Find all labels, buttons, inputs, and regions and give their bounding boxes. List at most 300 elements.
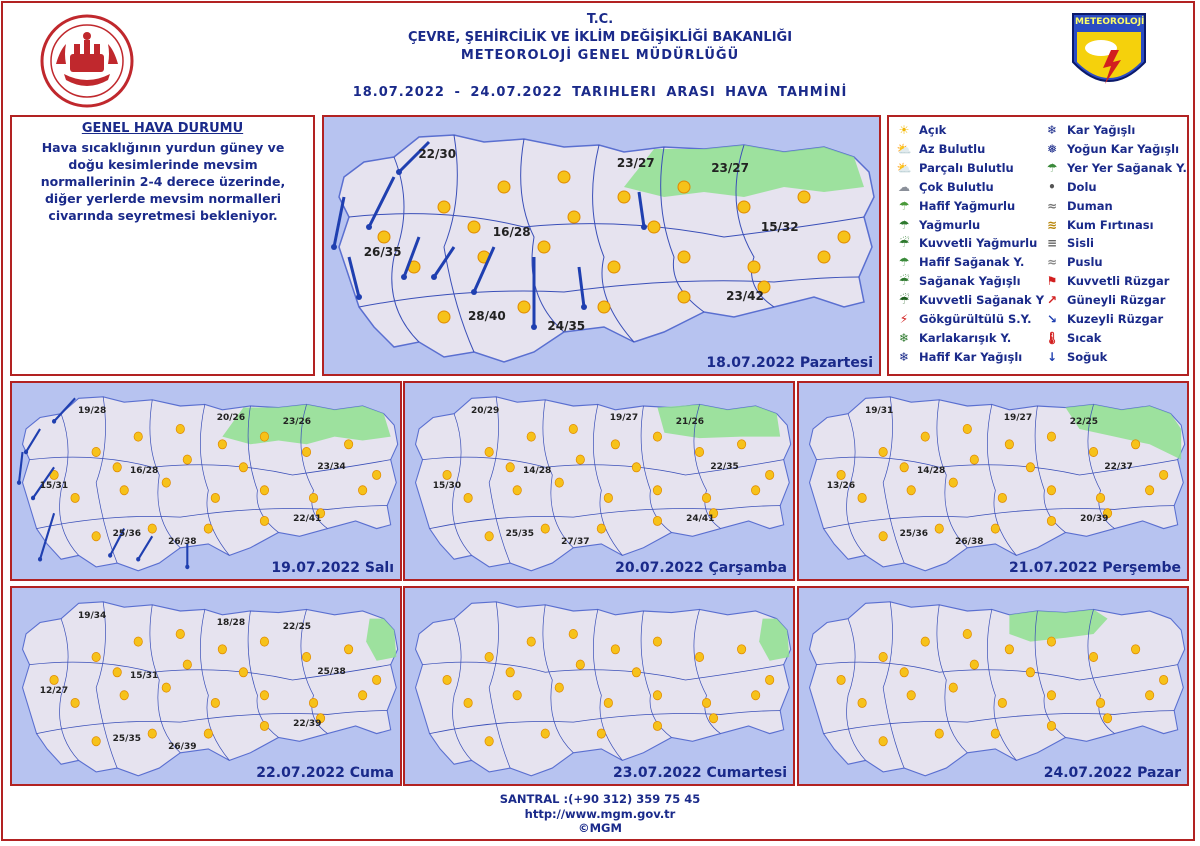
map-date-label: 24.07.2022 Pazar (1043, 765, 1181, 781)
sun-icon (1047, 516, 1055, 525)
cloudy-icon: ☁ (898, 179, 910, 194)
legend-label: Kuvvetli Yağmurlu (919, 236, 1038, 251)
sun-icon (751, 486, 759, 495)
sun-icon (204, 729, 212, 738)
sun-icon (120, 691, 128, 700)
sun-icon (1131, 440, 1139, 449)
turkey-map (324, 117, 881, 376)
temperature-label: 20/29 (470, 405, 500, 416)
sleet-icon: ❄ (898, 330, 910, 345)
sun-icon (1131, 645, 1139, 654)
sun-icon (358, 691, 366, 700)
sun-icon (541, 729, 549, 738)
sun-icon (1096, 698, 1104, 707)
sun-icon (653, 516, 661, 525)
sun-icon (818, 251, 830, 263)
few-clouds-icon: ⛅ (896, 141, 912, 156)
map-day3 (403, 381, 795, 581)
sun-icon (748, 261, 760, 273)
legend-item (1043, 293, 1165, 307)
sun-icon (604, 493, 612, 502)
temperature-label: 25/35 (505, 529, 534, 540)
sun-icon (970, 660, 978, 669)
sun-icon (1145, 486, 1153, 495)
sun-icon (518, 301, 530, 313)
map-day1 (322, 115, 881, 376)
map-day4 (797, 381, 1189, 581)
temperature-label: 28/40 (467, 309, 506, 323)
heavy-shower-icon: ☔ (898, 293, 910, 308)
snow-icon: ❄ (1046, 123, 1058, 137)
light-rain-icon: ☂ (898, 198, 910, 213)
smoke-icon: ≈ (1046, 198, 1058, 213)
legend-label: Sıcak (1067, 330, 1102, 345)
temperature-label: 25/35 (112, 734, 141, 745)
sun-icon (344, 440, 352, 449)
turkey-map (405, 383, 795, 581)
legend-item (1043, 199, 1113, 213)
sun-icon (92, 532, 100, 541)
shower-icon: ☔ (898, 274, 910, 289)
sun-icon (907, 486, 915, 495)
sun-icon (935, 729, 943, 738)
legend-label: Duman (1067, 198, 1113, 213)
sun-icon (1145, 691, 1153, 700)
legend-item (1043, 331, 1101, 345)
sun-icon (113, 668, 121, 677)
legend-item (1043, 218, 1154, 232)
temperature-label: 23/34 (317, 461, 346, 472)
temperature-label: 21/26 (675, 416, 705, 427)
temperature-label: 15/31 (129, 670, 159, 681)
legend-label: Hafif Sağanak Y. (919, 255, 1025, 270)
sun-icon (1026, 463, 1034, 472)
sun-icon (506, 463, 514, 472)
map-date-label: 23.07.2022 Cumartesi (613, 765, 787, 781)
sun-icon: ☀ (898, 123, 910, 137)
sun-icon (576, 660, 584, 669)
legend-label: Hafif Yağmurlu (919, 198, 1016, 213)
temperature-label: 26/38 (168, 536, 197, 547)
sun-icon (970, 455, 978, 464)
sun-icon (211, 698, 219, 707)
turkey-map (799, 383, 1189, 581)
sun-icon (837, 470, 845, 479)
sun-icon (50, 675, 58, 684)
sun-icon (653, 637, 661, 646)
legend-label: Güneyli Rüzgar (1067, 293, 1166, 308)
sun-icon (162, 683, 170, 692)
sun-icon (71, 493, 79, 502)
sun-icon (838, 231, 850, 243)
sun-icon (963, 629, 971, 638)
sun-icon (737, 645, 745, 654)
temperature-label: 26/39 (168, 741, 197, 752)
legend-item (895, 218, 980, 232)
temperature-label: 23/26 (282, 416, 312, 427)
sun-icon (1159, 470, 1167, 479)
sun-icon (176, 629, 184, 638)
sun-icon (678, 251, 690, 263)
heavy-snow-icon: ❅ (1046, 141, 1058, 156)
sun-icon (260, 721, 268, 730)
sun-icon (653, 691, 661, 700)
temperature-label: 12/27 (39, 685, 69, 696)
temperature-label: 27/37 (561, 536, 590, 547)
sun-icon (1005, 440, 1013, 449)
legend-label: Az Bulutlu (919, 141, 986, 156)
legend-label: Yağmurlu (919, 217, 981, 232)
sun-icon (709, 714, 717, 723)
sun-icon (569, 629, 577, 638)
strong-wind-icon: ⚑ (1046, 274, 1058, 289)
sun-icon (176, 424, 184, 433)
sun-icon (1047, 691, 1055, 700)
sun-icon (302, 447, 310, 456)
land-outline (810, 602, 1185, 776)
sun-icon (576, 455, 584, 464)
sun-icon (183, 660, 191, 669)
sun-icon (653, 432, 661, 441)
temperature-label: 22/25 (282, 621, 312, 632)
sun-icon (949, 683, 957, 692)
sun-icon (1026, 668, 1034, 677)
sun-icon (1103, 714, 1111, 723)
temperature-label: 19/34 (77, 610, 107, 621)
land-outline (416, 602, 791, 776)
sun-icon (148, 524, 156, 533)
header-date-range: 18.07.2022 - 24.07.2022 TARIHLERI ARASI HAVA TAHMİNİ (352, 85, 848, 100)
sun-icon (148, 729, 156, 738)
legend-item (895, 312, 1031, 326)
hot-icon: 🌡 (1044, 330, 1060, 345)
sun-icon (702, 698, 710, 707)
sun-icon (162, 478, 170, 487)
sun-icon (569, 424, 577, 433)
sun-icon (239, 668, 247, 677)
sun-icon (513, 691, 521, 700)
turkey-map (12, 588, 402, 786)
sun-icon (921, 432, 929, 441)
map-date-label: 21.07.2022 Perşembe (1008, 560, 1181, 576)
sun-icon (597, 524, 605, 533)
temperature-label: 26/35 (363, 245, 402, 259)
legend-label: Soğuk (1067, 349, 1108, 364)
sun-icon (309, 493, 317, 502)
sun-icon (372, 470, 380, 479)
sun-icon (1089, 447, 1097, 456)
sun-icon (134, 432, 142, 441)
temperature-label: 20/26 (216, 413, 246, 424)
sun-icon (598, 301, 610, 313)
map-date-label: 22.07.2022 Cuma (256, 765, 394, 781)
map-day7 (797, 586, 1189, 786)
sun-icon (260, 691, 268, 700)
legend-label: Karlakarışık Y. (919, 330, 1012, 345)
legend-item (1043, 161, 1187, 175)
header-directorate: METEOROLOJİ GENEL MÜDÜRLÜĞÜ (460, 48, 740, 63)
sun-icon (998, 698, 1006, 707)
turkey-map (12, 383, 402, 581)
legend-label: Kuvvetli Rüzgar (1067, 274, 1170, 289)
summary-text: Hava sıcaklığının yurdun güney ve doğu kesimlerinde mevsim normallerinin 2-4 derece üzerinde, diğer yerlerde mevsim normalleri civarında seyretmesi bekleniyor. (40, 140, 286, 223)
legend-item (895, 142, 985, 156)
sun-icon (1159, 675, 1167, 684)
sun-icon (765, 470, 773, 479)
sun-icon (485, 652, 493, 661)
sun-icon (443, 675, 451, 684)
sun-icon (858, 493, 866, 502)
scattered-shower-icon: ☂ (1046, 160, 1058, 175)
map-date-label: 19.07.2022 Salı (271, 560, 394, 576)
cold-icon: ↓ (1046, 349, 1058, 364)
sun-icon (695, 652, 703, 661)
sun-icon (618, 191, 630, 203)
sun-icon (211, 493, 219, 502)
sun-icon (879, 447, 887, 456)
temperature-label: 22/41 (293, 514, 322, 525)
land-outline (23, 602, 398, 776)
sun-icon (611, 440, 619, 449)
temperature-label: 14/28 (916, 465, 946, 476)
sun-icon (765, 675, 773, 684)
temperature-label: 24/41 (686, 514, 715, 525)
footer-url[interactable]: http://www.mgm.gov.tr (524, 807, 676, 821)
legend-label: Hafif Kar Yağışlı (919, 349, 1023, 364)
sun-icon (907, 691, 915, 700)
sun-icon (879, 532, 887, 541)
legend-item (895, 161, 1014, 175)
sun-icon (604, 698, 612, 707)
sun-icon (568, 211, 580, 223)
sun-icon (921, 637, 929, 646)
sun-icon (555, 683, 563, 692)
sun-icon (344, 645, 352, 654)
temperature-label: 23/27 (711, 161, 749, 176)
temperature-label: 19/28 (77, 405, 107, 416)
legend-label: Yer Yer Sağanak Y. (1067, 160, 1187, 175)
sun-icon (1096, 493, 1104, 502)
thunderstorm-icon: ⚡ (899, 312, 909, 326)
sandstorm-icon: ≋ (1046, 217, 1058, 232)
sun-icon (1047, 721, 1055, 730)
sun-icon (695, 447, 703, 456)
legend-label: Sisli (1067, 236, 1094, 251)
sun-icon (527, 432, 535, 441)
legend-label: Kar Yağışlı (1067, 123, 1136, 137)
fog-icon: ≡ (1046, 236, 1058, 251)
sun-icon (963, 424, 971, 433)
sun-icon (837, 675, 845, 684)
map-day5 (10, 586, 402, 786)
temperature-label: 22/30 (418, 146, 457, 161)
sun-icon (309, 698, 317, 707)
sun-icon (260, 486, 268, 495)
sun-icon (485, 532, 493, 541)
sun-icon (538, 241, 550, 253)
sun-icon (608, 261, 620, 273)
temperature-label: 15/32 (760, 220, 799, 235)
turkey-map (405, 588, 795, 786)
legend-label: Parçalı Bulutlu (919, 160, 1014, 175)
temperature-label: 26/38 (955, 536, 984, 547)
temperature-label: 23/27 (616, 156, 655, 171)
sun-icon (71, 698, 79, 707)
partly-cloudy-icon: ⛅ (896, 160, 912, 175)
legend-item (1043, 142, 1179, 156)
legend-item (895, 255, 1024, 269)
sun-icon (260, 637, 268, 646)
map-date-label: 18.07.2022 Pazartesi (706, 355, 873, 371)
map-date-label: 20.07.2022 Çarşamba (615, 560, 787, 576)
temperature-label: 22/39 (293, 719, 322, 730)
summary-title: GENEL HAVA DURUMU (81, 121, 244, 136)
sun-icon (998, 493, 1006, 502)
temperature-label: 18/28 (216, 618, 246, 629)
legend-item (895, 123, 946, 137)
sun-icon (900, 668, 908, 677)
sun-icon (1089, 652, 1097, 661)
sun-icon (218, 645, 226, 654)
legend-item (1043, 312, 1163, 326)
haze-icon: ≈ (1046, 255, 1058, 270)
sun-icon (653, 721, 661, 730)
sun-icon (632, 463, 640, 472)
sun-icon (239, 463, 247, 472)
temperature-label: 20/39 (1080, 514, 1109, 525)
header-ministry: ÇEVRE, ŞEHİRCİLİK VE İKLİM DEĞİŞİKLİĞİ BAKANLIĞI (407, 30, 793, 45)
legend-label: Yoğun Kar Yağışlı (1067, 141, 1180, 156)
temperature-label: 19/31 (864, 405, 894, 416)
sun-icon (485, 447, 493, 456)
sun-icon (372, 675, 380, 684)
general-weather-panel (10, 115, 315, 376)
sun-icon (751, 691, 759, 700)
legend-panel (887, 115, 1189, 376)
temperature-label: 19/27 (1003, 413, 1033, 424)
sun-icon (438, 201, 450, 213)
sun-icon (302, 652, 310, 661)
legend-label: Kum Fırtınası (1067, 217, 1154, 232)
sun-icon (1005, 645, 1013, 654)
sun-icon (378, 231, 390, 243)
sun-icon (949, 478, 957, 487)
sun-icon (879, 737, 887, 746)
turkey-map (799, 588, 1189, 786)
sun-icon (648, 221, 660, 233)
sun-icon (464, 493, 472, 502)
legend-item (1043, 274, 1169, 288)
temperature-label: 25/36 (112, 529, 141, 540)
sun-icon (1047, 486, 1055, 495)
sun-icon (183, 455, 191, 464)
sun-icon (260, 432, 268, 441)
sun-icon (92, 447, 100, 456)
legend-item (895, 293, 1044, 307)
sun-icon (527, 637, 535, 646)
temperature-label: 24/35 (547, 318, 586, 333)
sun-icon (737, 440, 745, 449)
sun-icon (120, 486, 128, 495)
sun-icon (498, 181, 510, 193)
sun-icon (678, 291, 690, 303)
sun-icon (485, 737, 493, 746)
legend-label: Kuvvetli Sağanak Y (919, 293, 1045, 308)
footer-phone: SANTRAL :(+90 312) 359 75 45 (499, 792, 701, 806)
sun-icon (541, 524, 549, 533)
legend-item (895, 331, 1011, 345)
legend-item (1043, 350, 1107, 364)
legend-item (895, 199, 1015, 213)
temperature-label: 22/37 (1104, 461, 1133, 472)
sun-icon (555, 478, 563, 487)
sun-icon (900, 463, 908, 472)
sun-icon (464, 698, 472, 707)
sun-icon (879, 652, 887, 661)
sun-icon (438, 311, 450, 323)
header-tc: T.C. (586, 12, 614, 27)
legend-label: Çok Bulutlu (919, 179, 994, 194)
legend-item (895, 274, 1021, 288)
temperature-label: 16/28 (129, 465, 159, 476)
hail-icon: • (1048, 179, 1056, 194)
light-snow-icon: ❄ (898, 349, 910, 364)
map-day6 (403, 586, 795, 786)
sun-icon (702, 493, 710, 502)
temperature-label: 15/30 (432, 480, 462, 491)
legend-item (895, 236, 1037, 250)
legend-label: Sağanak Yağışlı (919, 274, 1021, 289)
light-shower-icon: ☂ (898, 255, 910, 270)
legend-label: Açık (919, 123, 947, 137)
temperature-label: 13/26 (826, 480, 856, 491)
temperature-label: 25/38 (317, 666, 346, 677)
logo-text: METEOROLOJİ (1075, 17, 1145, 27)
footer-copyright: ©MGM (578, 821, 622, 835)
sun-icon (1047, 432, 1055, 441)
temperature-label: 22/35 (710, 461, 739, 472)
legend-label: Puslu (1067, 255, 1103, 270)
sun-icon (113, 463, 121, 472)
sun-icon (632, 668, 640, 677)
sun-icon (611, 645, 619, 654)
sun-icon (134, 637, 142, 646)
temperature-label: 15/31 (39, 480, 69, 491)
sun-icon (218, 440, 226, 449)
legend-item (895, 180, 994, 194)
sun-icon (92, 737, 100, 746)
temperature-label: 23/42 (726, 289, 764, 304)
rain-icon: ☂ (898, 217, 910, 232)
legend-label: Dolu (1067, 179, 1097, 194)
legend-item (895, 350, 1022, 364)
temperature-label: 14/28 (522, 465, 552, 476)
sun-icon (443, 470, 451, 479)
north-wind-icon: ↘ (1046, 312, 1058, 326)
sun-icon (358, 486, 366, 495)
map-day2 (10, 381, 402, 581)
temperature-label: 22/25 (1069, 416, 1099, 427)
legend-item (1043, 236, 1094, 250)
sun-icon (204, 524, 212, 533)
sun-icon (798, 191, 810, 203)
sun-icon (468, 221, 480, 233)
sun-icon (991, 729, 999, 738)
legend-item (1043, 180, 1097, 194)
north-wind-arrow-icon (19, 452, 23, 483)
temperature-label: 16/28 (492, 225, 531, 240)
sun-icon (858, 698, 866, 707)
